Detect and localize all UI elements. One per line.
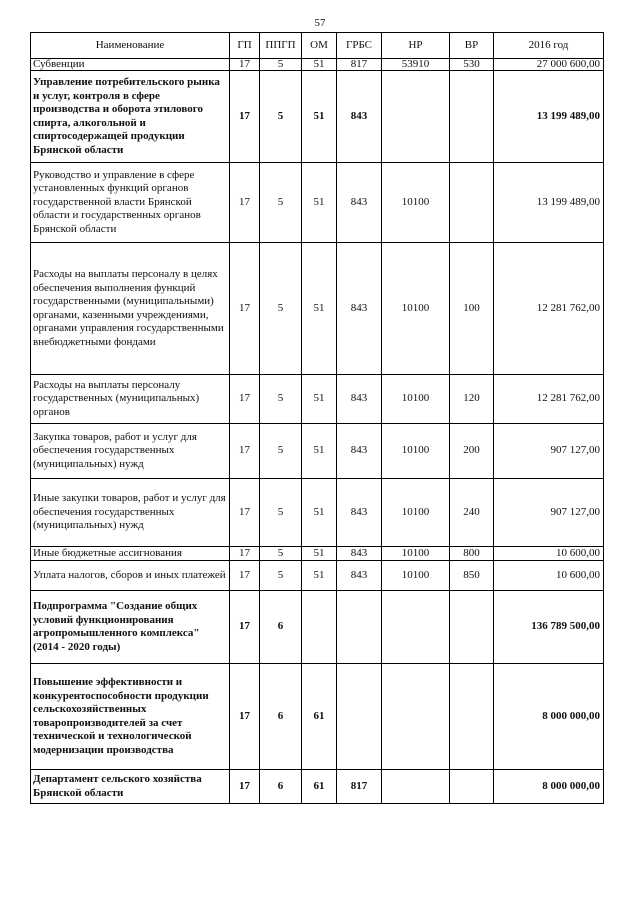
cell-nr: 10100 bbox=[382, 547, 450, 561]
header-om: ОМ bbox=[302, 33, 337, 59]
header-vr: ВР bbox=[450, 33, 494, 59]
cell-gp: 17 bbox=[230, 163, 260, 243]
cell-amount: 8 000 000,00 bbox=[494, 770, 604, 804]
cell-om: 51 bbox=[302, 59, 337, 71]
cell-grbs: 817 bbox=[337, 59, 382, 71]
cell-amount: 12 281 762,00 bbox=[494, 375, 604, 424]
cell-ppgp: 5 bbox=[260, 561, 302, 591]
header-gp: ГП bbox=[230, 33, 260, 59]
cell-ppgp: 5 bbox=[260, 71, 302, 163]
cell-nr: 10100 bbox=[382, 163, 450, 243]
cell-grbs: 843 bbox=[337, 561, 382, 591]
cell-om: 51 bbox=[302, 163, 337, 243]
cell-gp: 17 bbox=[230, 243, 260, 375]
cell-vr: 800 bbox=[450, 547, 494, 561]
cell-gp: 17 bbox=[230, 71, 260, 163]
cell-ppgp: 5 bbox=[260, 375, 302, 424]
cell-amount: 907 127,00 bbox=[494, 479, 604, 547]
header-nr: НР bbox=[382, 33, 450, 59]
cell-amount: 8 000 000,00 bbox=[494, 664, 604, 770]
cell-amount: 13 199 489,00 bbox=[494, 71, 604, 163]
cell-vr: 100 bbox=[450, 243, 494, 375]
cell-grbs bbox=[337, 664, 382, 770]
cell-vr bbox=[450, 163, 494, 243]
budget-table bbox=[30, 32, 604, 804]
cell-om: 51 bbox=[302, 375, 337, 424]
table-row bbox=[31, 547, 604, 561]
cell-amount: 907 127,00 bbox=[494, 424, 604, 479]
cell-om: 51 bbox=[302, 243, 337, 375]
cell-amount: 10 600,00 bbox=[494, 547, 604, 561]
cell-grbs: 843 bbox=[337, 71, 382, 163]
table-row bbox=[31, 561, 604, 591]
cell-gp: 17 bbox=[230, 547, 260, 561]
cell-om: 51 bbox=[302, 479, 337, 547]
cell-vr: 530 bbox=[450, 59, 494, 71]
cell-grbs: 843 bbox=[337, 424, 382, 479]
page-number: 57 bbox=[314, 17, 326, 29]
cell-gp: 17 bbox=[230, 664, 260, 770]
cell-gp: 17 bbox=[230, 479, 260, 547]
cell-grbs: 843 bbox=[337, 163, 382, 243]
cell-amount: 12 281 762,00 bbox=[494, 243, 604, 375]
cell-nr: 53910 bbox=[382, 59, 450, 71]
table-body bbox=[31, 59, 604, 804]
cell-gp: 17 bbox=[230, 375, 260, 424]
cell-grbs: 843 bbox=[337, 243, 382, 375]
table-row bbox=[31, 243, 604, 375]
cell-name: Уплата налогов, сборов и иных платежей bbox=[31, 561, 230, 591]
cell-ppgp: 6 bbox=[260, 770, 302, 804]
cell-nr bbox=[382, 770, 450, 804]
cell-gp: 17 bbox=[230, 770, 260, 804]
cell-grbs: 817 bbox=[337, 770, 382, 804]
cell-name: Иные бюджетные ассигнования bbox=[31, 547, 230, 561]
cell-ppgp: 6 bbox=[260, 591, 302, 664]
cell-name: Подпрограмма "Создание общих условий функционирования агропромышленного комплекса" (2014 - 2020 годы) bbox=[31, 591, 230, 664]
cell-vr: 240 bbox=[450, 479, 494, 547]
cell-name: Повышение эффективности и конкурентоспособности продукции сельскохозяйственных товаропроизводителей за счет технической и технологической модернизации производства bbox=[31, 664, 230, 770]
table-row bbox=[31, 664, 604, 770]
cell-vr: 850 bbox=[450, 561, 494, 591]
cell-nr: 10100 bbox=[382, 424, 450, 479]
cell-vr bbox=[450, 664, 494, 770]
cell-ppgp: 5 bbox=[260, 59, 302, 71]
cell-gp: 17 bbox=[230, 591, 260, 664]
cell-om bbox=[302, 591, 337, 664]
cell-nr: 10100 bbox=[382, 561, 450, 591]
cell-ppgp: 5 bbox=[260, 163, 302, 243]
cell-name: Расходы на выплаты персоналу в целях обеспечения выполнения функций государственными (муниципальными) органами, казенными учреждениями, органами управления государственными внебюджетными фондами bbox=[31, 243, 230, 375]
table-row bbox=[31, 71, 604, 163]
cell-nr bbox=[382, 591, 450, 664]
cell-nr: 10100 bbox=[382, 243, 450, 375]
cell-om: 51 bbox=[302, 561, 337, 591]
cell-ppgp: 5 bbox=[260, 479, 302, 547]
table-row bbox=[31, 591, 604, 664]
table-row bbox=[31, 770, 604, 804]
cell-name: Субвенции bbox=[31, 59, 230, 71]
cell-om: 61 bbox=[302, 770, 337, 804]
cell-gp: 17 bbox=[230, 424, 260, 479]
cell-ppgp: 5 bbox=[260, 424, 302, 479]
cell-vr bbox=[450, 591, 494, 664]
cell-grbs bbox=[337, 591, 382, 664]
cell-nr: 10100 bbox=[382, 479, 450, 547]
cell-amount: 136 789 500,00 bbox=[494, 591, 604, 664]
cell-vr: 120 bbox=[450, 375, 494, 424]
cell-grbs: 843 bbox=[337, 479, 382, 547]
cell-ppgp: 5 bbox=[260, 547, 302, 561]
cell-om: 61 bbox=[302, 664, 337, 770]
cell-name: Расходы на выплаты персоналу государственных (муниципальных) органов bbox=[31, 375, 230, 424]
cell-vr bbox=[450, 770, 494, 804]
cell-nr bbox=[382, 71, 450, 163]
table-row bbox=[31, 424, 604, 479]
cell-om: 51 bbox=[302, 424, 337, 479]
table-row bbox=[31, 375, 604, 424]
cell-vr: 200 bbox=[450, 424, 494, 479]
cell-nr: 10100 bbox=[382, 375, 450, 424]
cell-om: 51 bbox=[302, 71, 337, 163]
cell-vr bbox=[450, 71, 494, 163]
header-ppgp: ППГП bbox=[260, 33, 302, 59]
cell-gp: 17 bbox=[230, 59, 260, 71]
cell-grbs: 843 bbox=[337, 547, 382, 561]
table-row bbox=[31, 59, 604, 71]
cell-ppgp: 6 bbox=[260, 664, 302, 770]
cell-amount: 10 600,00 bbox=[494, 561, 604, 591]
header-year: 2016 год bbox=[494, 33, 604, 59]
cell-name: Иные закупки товаров, работ и услуг для обеспечения государственных (муниципальных) нужд bbox=[31, 479, 230, 547]
cell-name: Управление потребительского рынка и услуг, контроля в сфере производства и оборота этилового спирта, алкогольной и спиртосодержащей продукции Брянской области bbox=[31, 71, 230, 163]
table-row bbox=[31, 479, 604, 547]
cell-amount: 27 000 600,00 bbox=[494, 59, 604, 71]
header-grbs: ГРБС bbox=[337, 33, 382, 59]
table-header-row bbox=[31, 33, 604, 59]
cell-name: Департамент сельского хозяйства Брянской области bbox=[31, 770, 230, 804]
table-row bbox=[31, 163, 604, 243]
cell-ppgp: 5 bbox=[260, 243, 302, 375]
cell-om: 51 bbox=[302, 547, 337, 561]
cell-amount: 13 199 489,00 bbox=[494, 163, 604, 243]
cell-name: Закупка товаров, работ и услуг для обеспечения государственных (муниципальных) нужд bbox=[31, 424, 230, 479]
cell-gp: 17 bbox=[230, 561, 260, 591]
cell-nr bbox=[382, 664, 450, 770]
header-name: Наименование bbox=[31, 33, 230, 59]
cell-name: Руководство и управление в сфере установленных функций органов государственной власти Брянской области и государственных органов Брянской области bbox=[31, 163, 230, 243]
cell-grbs: 843 bbox=[337, 375, 382, 424]
